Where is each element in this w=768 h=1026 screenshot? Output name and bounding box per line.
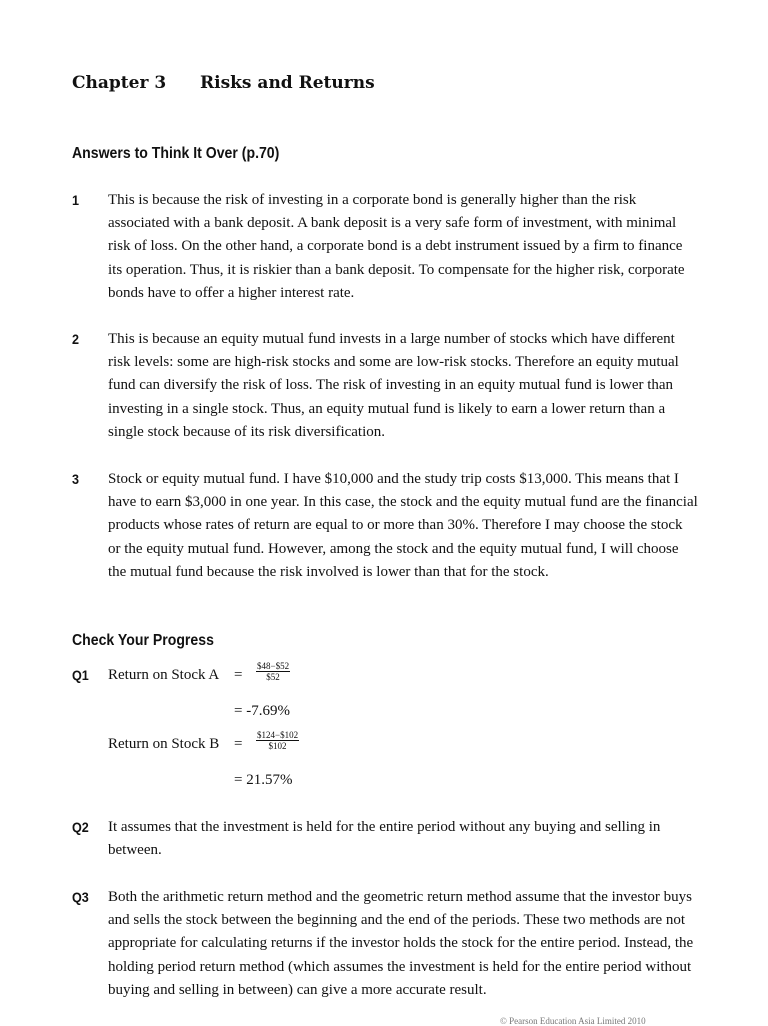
q2-text: It assumes that the investment is held for the entire period without any buying and selling in between. [108,819,661,859]
item-number: 2 [72,331,80,347]
stock-b-fraction [256,730,299,751]
item-number: 3 [72,471,80,487]
equals-sign: = [234,667,243,683]
stock-b-label: Return on Stock B [108,736,220,752]
fraction-numerator: $48−$52 [257,661,290,671]
copyright-footer: © Pearson Education Asia Limited 2010 [500,1016,646,1026]
q3-text: Both the arithmetic return method and the geometric return method assume that the investor buys and sells the stock between the beginning and the end of the periods. These two methods are not appropriate for calculating returns if the investor holds the stock for the entire period. Instead, the holding period return method (which assumes the investment is held for the entire period without buying and selling in between) can give a more accurate result. [108,889,694,998]
check-progress-heading: Check Your Progress [72,632,214,649]
think-it-over-heading: Answers to Think It Over (p.70) [72,145,280,162]
item-text: Stock or equity mutual fund. I have $10,000 and the study trip costs $13,000. This means that I have to earn $3,000 in one year. In this case, the stock and the equity mutual fund are the financial products whose rates of return are equal to or more than 30%. Therefore I may choose the stock or the equity mutual fund. However, among the stock and the equity mutual fund, I will choose the mutual fund because the risk involved is lower than that for the stock. [108,471,698,580]
fraction-numerator: $124−$102 [257,730,299,740]
q3-label: Q3 [72,889,89,905]
item-number: 1 [72,192,80,208]
item-text: This is because an equity mutual fund invests in a large number of stocks which have different risk levels: some are high-risk stocks and some are low-risk stocks. Therefore an equity mutual fund can diversify the risk of loss. The risk of investing in an equity mutual fund is lower than investing in a single stock. Thus, an equity mutual fund is likely to earn a lower return than a single stock because of its risk diversification. [108,331,679,440]
q1-stock-a-row [72,661,472,689]
q2-label: Q2 [72,819,89,835]
stock-b-result: = 21.57% [234,772,293,788]
item-text: This is because the risk of investing in a corporate bond is generally higher than the risk associated with a bank deposit. A bank deposit is a very safe form of investment, with minimal risk of loss. On the other hand, a corporate bond is a debt instrument issued by a firm to finance its operation. Thus, it is riskier than a bank deposit. To compensate for the higher risk, corporate bonds have to offer a higher interest rate. [108,192,685,301]
fraction-denominator: $102 [268,741,287,751]
stock-a-fraction [256,661,290,682]
chapter-label: Chapter 3 [72,73,167,93]
stock-a-result: = -7.69% [234,703,290,719]
q1-stock-b-row [72,730,472,758]
q1-label: Q1 [72,667,89,683]
stock-a-label: Return on Stock A [108,667,220,683]
chapter-name: Risks and Returns [200,73,375,93]
fraction-denominator: $52 [266,672,280,682]
chapter-title [72,73,375,93]
equals-sign: = [234,736,243,752]
